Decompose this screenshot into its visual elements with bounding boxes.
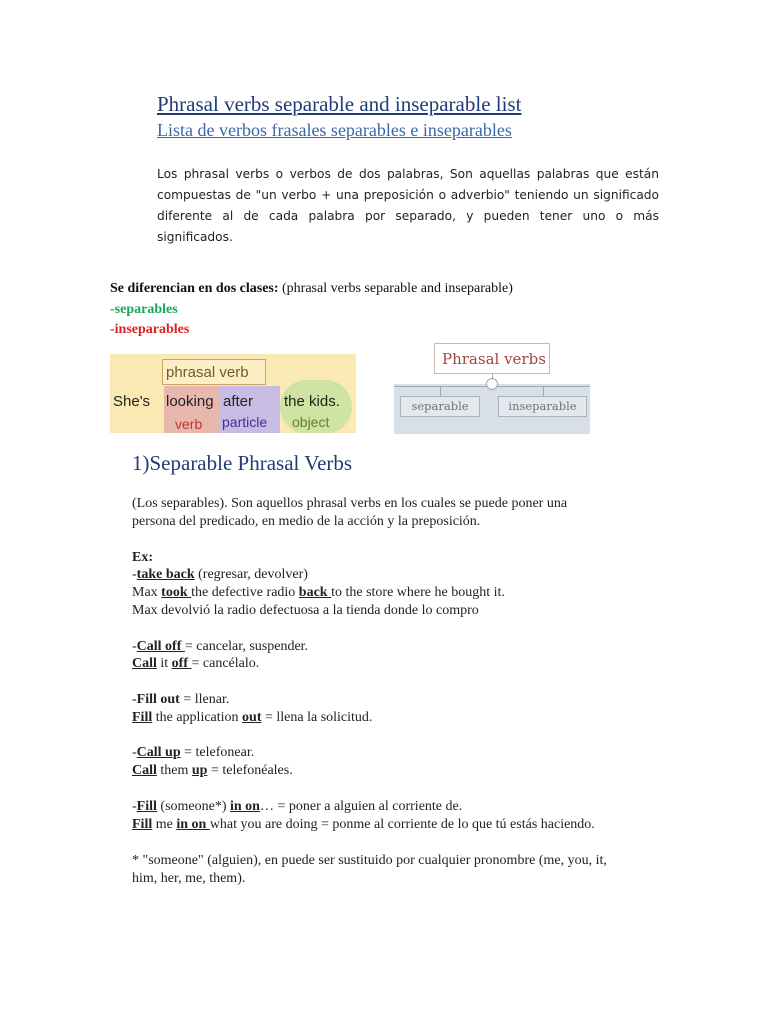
- fill-in-on-meaning: … = poner a alguien al corriente de.: [259, 799, 463, 814]
- classes-label: Se diferencian en dos clases:: [110, 281, 279, 296]
- label-object: object: [292, 414, 330, 430]
- call-word-2: Call: [132, 763, 157, 778]
- take-back-line: -take back (regresar, devolver): [132, 567, 308, 582]
- section-heading-separable: 1)Separable Phrasal Verbs: [132, 451, 353, 475]
- call-up-example: [132, 763, 293, 779]
- in-on-word: in on: [176, 817, 210, 832]
- classes-line: [110, 281, 513, 297]
- tree-node-circle: [486, 378, 498, 390]
- call-up-line: -Call up = telefonear.: [132, 745, 255, 760]
- fill-word-3: Fill: [132, 817, 153, 832]
- fill-in-on-ex: what you are doing = ponme al corriente de lo que tú estás haciendo.: [209, 817, 595, 832]
- call-up-meaning: = telefonear.: [180, 745, 255, 760]
- off-word: off: [171, 656, 192, 671]
- phrasal-verbs-tree-diagram: [394, 341, 590, 434]
- call-up-term: Call up: [136, 745, 181, 760]
- ex1-b: the defective radio: [191, 585, 299, 600]
- word-after: after: [223, 393, 254, 410]
- label-verb: verb: [175, 416, 203, 432]
- in-on-term: in on: [230, 799, 260, 814]
- ex1-c: to the store where he bought it.: [331, 585, 505, 600]
- take-back-term: take back: [136, 567, 195, 582]
- ex-label: [132, 550, 153, 566]
- fill-out-line: -Fill out = llenar.: [132, 692, 230, 707]
- note-line-1: * "someone" (alguien), en puede ser sustituido por cualquier pronombre (me, you, it,: [132, 853, 607, 868]
- fill-out-example: [132, 710, 372, 726]
- them-word: them: [156, 763, 192, 778]
- intro-paragraph: Los phrasal verbs o verbos de dos palabras, Son aquellas palabras que están compuestas de "un verbo + una preposición o adverbio" teniendo un significado diferente al de cada palabra por separado, y pueden tener uno o más significados.: [157, 167, 659, 244]
- tree-root-label: Phrasal verbs: [442, 350, 546, 368]
- page-title: Phrasal verbs separable and inseparable list: [157, 92, 522, 116]
- fill-out-mid: the application: [152, 710, 243, 725]
- fill-word: Fill: [132, 710, 153, 725]
- word-looking: looking: [166, 393, 214, 410]
- fill-someone: (someone*): [160, 799, 230, 814]
- fill-out-meaning: = llenar.: [179, 692, 230, 707]
- up-word: up: [191, 763, 208, 778]
- word-the-kids: the kids.: [284, 393, 340, 410]
- label-particle: particle: [222, 414, 268, 430]
- fill-word-2: Fill: [136, 799, 157, 814]
- phrasal-verb-label: phrasal verb: [166, 364, 249, 381]
- desc-line-2: persona del predicado, en medio de la acción y la preposición.: [132, 514, 481, 529]
- phrasal-verb-sentence-diagram: [110, 354, 356, 433]
- fill-out-term: Fill out: [136, 692, 180, 707]
- tree-leaf-inseparable: inseparable: [498, 396, 587, 417]
- ex1-took: took: [161, 585, 192, 600]
- take-back-meaning: (regresar, devolver): [194, 567, 308, 582]
- note-line-2: him, her, me, them).: [132, 871, 246, 886]
- it-word: it: [156, 656, 172, 671]
- call-off-line: -Call off = cancelar, suspender.: [132, 639, 309, 654]
- fill-in-on-example: [132, 817, 595, 833]
- fill-in-on-line: -Fill (someone*) in on… = poner a alguien al corriente de.: [132, 799, 463, 814]
- out-word: out: [242, 710, 262, 725]
- me-word: me: [152, 817, 177, 832]
- call-off-ex: = cancélalo.: [191, 656, 260, 671]
- ex1-back: back: [298, 585, 332, 600]
- call-word: Call: [132, 656, 157, 671]
- example-1-es: Max devolvió la radio defectuosa a la tienda donde lo compro: [132, 603, 479, 618]
- call-up-ex: = telefonéales.: [207, 763, 293, 778]
- ex1-a: Max: [132, 585, 162, 600]
- desc-line-1: (Los separables). Son aquellos phrasal verbs en los cuales se puede poner una: [132, 496, 568, 511]
- call-off-meaning: = cancelar, suspender.: [184, 639, 309, 654]
- classes-text: (phrasal verbs separable and inseparable): [278, 281, 513, 296]
- call-off-example: [132, 656, 259, 672]
- example-1-en: [132, 585, 505, 601]
- word-shes: She's: [113, 393, 151, 410]
- fill-out-ex: = llena la solicitud.: [261, 710, 373, 725]
- page-subtitle: Lista de verbos frasales separables e inseparables: [157, 120, 512, 140]
- separables-item: -separables: [110, 302, 178, 317]
- inseparables-item: -inseparables: [110, 322, 190, 337]
- tree-branch-left: [440, 387, 441, 396]
- tree-branch-right: [543, 387, 544, 396]
- call-off-term: Call off: [136, 639, 185, 654]
- ex-label-text: Ex:: [132, 550, 153, 565]
- tree-leaf-separable: separable: [400, 396, 480, 417]
